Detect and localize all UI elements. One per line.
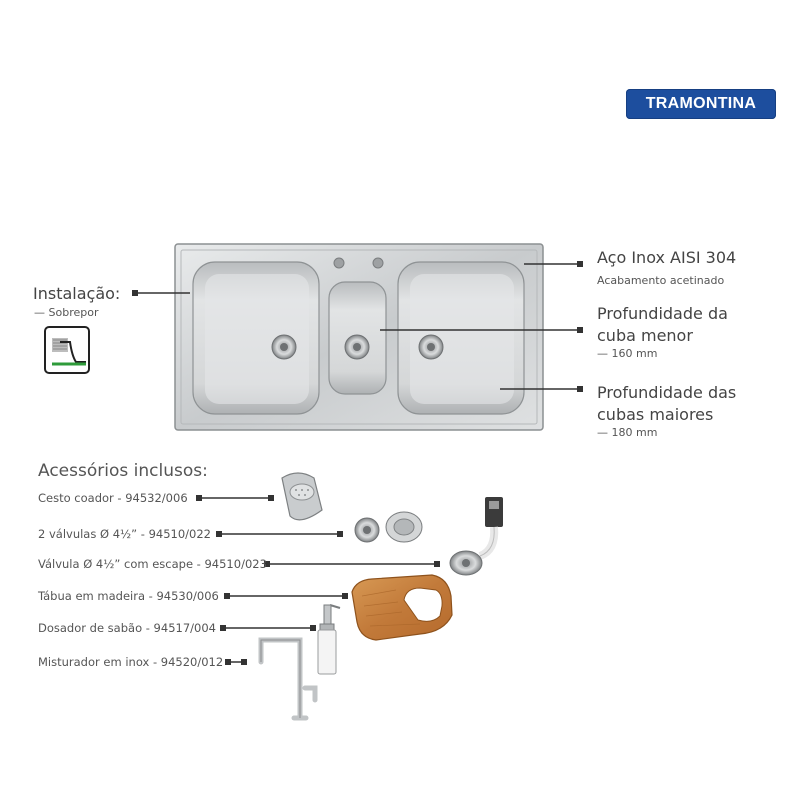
large-bowls-depth-title-2: cubas maiores: [597, 405, 714, 424]
sink: [175, 244, 543, 430]
accessories-heading: Acessórios inclusos:: [38, 461, 208, 481]
accessory-strainer-basket: Cesto coador - 94532/006: [38, 491, 188, 505]
small-bowl-depth: 160 mm: [611, 347, 658, 360]
dash: —: [597, 426, 608, 439]
dash: —: [34, 306, 45, 319]
large-bowls-depth-title-1: Profundidade das: [597, 383, 737, 402]
accessory-faucet-mixer: Misturador em inox - 94520/012: [38, 655, 224, 669]
large-bowls-depth: 180 mm: [611, 426, 658, 439]
brand-logo: TRAMONTINA: [626, 89, 776, 119]
soap-dispenser-image: [318, 605, 340, 674]
strainer-basket-image: [282, 473, 322, 520]
installation-value: [34, 306, 98, 319]
small-bowl-depth-title-2: cuba menor: [597, 326, 693, 345]
installation-title: Instalação:: [33, 284, 121, 303]
accessory-wooden-board: Tábua em madeira - 94530/006: [38, 589, 219, 603]
material-title: Aço Inox AISI 304: [597, 248, 737, 267]
installation-type: Sobrepor: [48, 306, 99, 319]
accessory-overflow-valve: Válvula Ø 4½” com escape - 94510/023: [38, 557, 267, 571]
small-bowl-depth-title-1: Profundidade da: [597, 304, 728, 323]
surface-mount-icon: [44, 326, 90, 374]
faucet-mixer-image: [261, 640, 315, 718]
dash: —: [597, 347, 608, 360]
accessory-two-valves: 2 válvulas Ø 4½” - 94510/022: [38, 527, 211, 541]
accessory-soap-dispenser: Dosador de sabão - 94517/004: [38, 621, 216, 635]
large-bowls-depth-value: [597, 426, 657, 439]
small-bowl-depth-value: [597, 347, 657, 360]
wooden-board-image: [352, 575, 452, 640]
drain-valves-image: [355, 512, 422, 542]
overflow-valve-image: [450, 497, 503, 575]
material-finish: Acabamento acetinado: [597, 274, 725, 287]
